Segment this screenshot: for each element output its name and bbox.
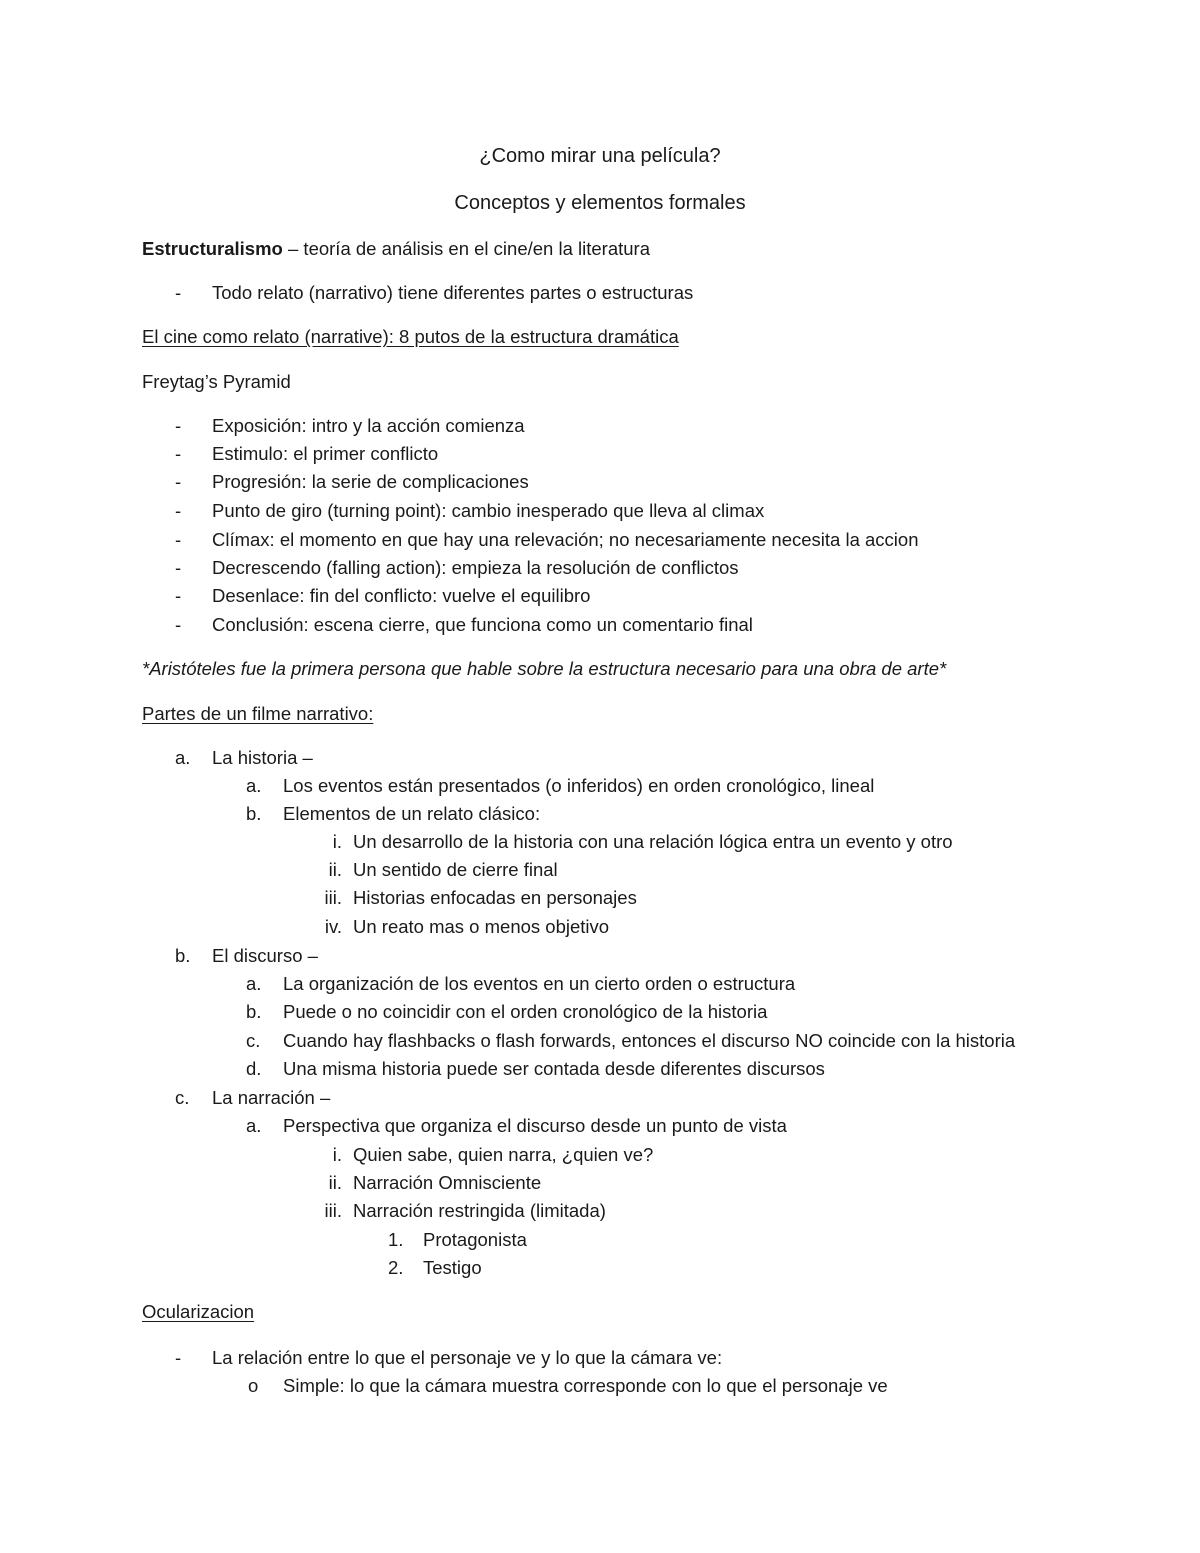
- list-item: Estimulo: el primer conflicto: [212, 443, 439, 464]
- dash-marker: -: [175, 614, 182, 635]
- part-narracion: La narración –: [212, 1087, 331, 1108]
- list-marker: a.: [246, 1115, 262, 1136]
- list-item: Decrescendo (falling action): empieza la resolución de conflictos: [212, 557, 739, 578]
- list-marker: i.: [332, 831, 342, 852]
- list-marker: ii.: [328, 1172, 342, 1193]
- dash-marker: -: [175, 529, 182, 550]
- list-item: Protagonista: [423, 1229, 527, 1250]
- list-item: Elementos de un relato clásico:: [283, 803, 541, 824]
- list-item: Desenlace: fin del conflicto: vuelve el equilibro: [212, 585, 591, 606]
- list-marker: b.: [175, 945, 191, 966]
- section-heading-structure: El cine como relato (narrative): 8 putos de la estructura dramática: [142, 326, 679, 347]
- bullet-marker: o: [248, 1375, 259, 1396]
- list-item: Los eventos están presentados (o inferidos) en orden cronológico, lineal: [283, 775, 875, 796]
- list-item: Un reato mas o menos objetivo: [353, 916, 610, 937]
- aristotle-note: *Aristóteles fue la primera persona que hable sobre la estructura necesario para una obra de arte*: [142, 658, 947, 679]
- list-marker: i.: [332, 1144, 342, 1165]
- list-marker: a.: [246, 973, 262, 994]
- dash-marker: -: [175, 557, 182, 578]
- dash-marker: -: [175, 585, 182, 606]
- pyramid-heading: Freytag’s Pyramid: [142, 371, 291, 392]
- list-marker: c.: [246, 1030, 261, 1051]
- list-item: Una misma historia puede ser contada desde diferentes discursos: [283, 1058, 825, 1079]
- list-marker: iii.: [324, 887, 342, 908]
- list-marker: iii.: [324, 1200, 342, 1221]
- list-item: Punto de giro (turning point): cambio inesperado que lleva al climax: [212, 500, 765, 521]
- list-item: Un desarrollo de la historia con una relación lógica entra un evento y otro: [353, 831, 953, 852]
- ocular-point: La relación entre lo que el personaje ve y lo que la cámara ve:: [212, 1347, 723, 1368]
- dash-marker: -: [175, 500, 182, 521]
- dash-marker: -: [175, 282, 182, 303]
- list-marker: b.: [246, 1001, 262, 1022]
- list-item: Narración Omnisciente: [353, 1172, 542, 1193]
- list-marker: ii.: [328, 859, 342, 880]
- list-item: La organización de los eventos en un cierto orden o estructura: [283, 973, 796, 994]
- dash-marker: -: [175, 1347, 182, 1368]
- list-item: Quien sabe, quien narra, ¿quien ve?: [353, 1144, 654, 1165]
- list-item: Historias enfocadas en personajes: [353, 887, 637, 908]
- list-item: Testigo: [423, 1257, 482, 1278]
- list-marker: 2.: [388, 1257, 404, 1278]
- list-marker: d.: [246, 1058, 262, 1079]
- document-subtitle: Conceptos y elementos formales: [454, 192, 746, 214]
- intro-line: [142, 237, 650, 261]
- ocular-sub: Simple: lo que la cámara muestra corresponde con lo que el personaje ve: [283, 1375, 888, 1396]
- dash-marker: -: [175, 443, 182, 464]
- dash-marker: -: [175, 415, 182, 436]
- dash-marker: -: [175, 471, 182, 492]
- list-item: Conclusión: escena cierre, que funciona como un comentario final: [212, 614, 753, 635]
- document-title: ¿Como mirar una película?: [479, 145, 721, 167]
- list-item: Cuando hay flashbacks o flash forwards, entonces el discurso NO coincide con la historia: [283, 1030, 1016, 1051]
- list-item: Perspectiva que organiza el discurso desde un punto de vista: [283, 1115, 787, 1136]
- part-historia: La historia –: [212, 747, 313, 768]
- list-item: Puede o no coincidir con el orden cronológico de la historia: [283, 1001, 768, 1022]
- list-marker: c.: [175, 1087, 190, 1108]
- intro-definition: – teoría de análisis en el cine/en la literatura: [282, 238, 650, 259]
- list-marker: a.: [246, 775, 262, 796]
- intro-term: Estructuralismo: [142, 238, 283, 259]
- part-discurso: El discurso –: [212, 945, 318, 966]
- list-item: Exposición: intro y la acción comienza: [212, 415, 525, 436]
- list-item: Progresión: la serie de complicaciones: [212, 471, 529, 492]
- list-marker: iv.: [324, 916, 342, 937]
- list-marker: 1.: [388, 1229, 404, 1250]
- ocular-heading: Ocularizacion: [142, 1301, 255, 1322]
- parts-heading: Partes de un filme narrativo:: [142, 703, 374, 724]
- list-item: Narración restringida (limitada): [353, 1200, 606, 1221]
- list-item: Clímax: el momento en que hay una relevación; no necesariamente necesita la accion: [212, 529, 919, 550]
- list-marker: b.: [246, 803, 262, 824]
- intro-point: Todo relato (narrativo) tiene diferentes partes o estructuras: [212, 282, 694, 303]
- list-item: Un sentido de cierre final: [353, 859, 558, 880]
- list-marker: a.: [175, 747, 191, 768]
